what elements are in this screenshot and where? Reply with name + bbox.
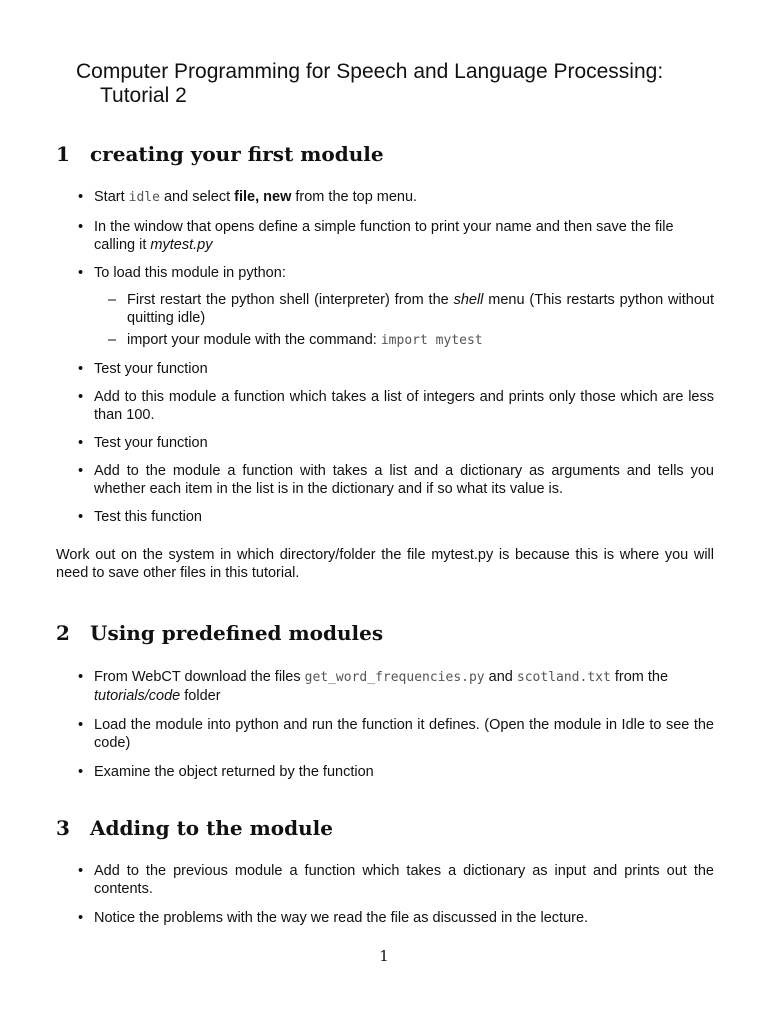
list-item	[94, 388, 714, 424]
section-1-list	[94, 188, 714, 526]
section-title: Using predefined modules	[90, 621, 384, 645]
folder-name: tutorials/code	[94, 688, 181, 704]
item-text: Notice the problems with the way we read the file as discussed in the lecture.	[94, 910, 589, 926]
menu-name: shell	[453, 292, 484, 308]
item-text: folder	[180, 688, 221, 704]
sub-list-item	[127, 331, 714, 350]
item-text: Add to the module a function with takes a list and a dictionary as arguments and tells you whether each item in the list is in the dictionary and if so what its value is.	[94, 463, 714, 497]
list-item	[94, 360, 714, 378]
list-item	[94, 218, 714, 254]
section-number: 1	[56, 142, 70, 166]
item-text: Add to this module a function which takes a list of integers and prints only those which are less than 100.	[94, 389, 714, 423]
sub-list	[127, 291, 714, 350]
section-title: creating your first module	[90, 142, 384, 166]
list-item	[94, 763, 714, 781]
section-1-heading	[56, 141, 384, 167]
section-3-heading	[56, 815, 333, 841]
section-number: 2	[56, 621, 70, 645]
item-text: from the top menu.	[291, 189, 418, 205]
item-text: Load the module into python and run the function it defines. (Open the module in Idle to see the code)	[94, 717, 714, 751]
list-item	[94, 668, 714, 705]
title-line-1: Computer Programming for Speech and Language Processing:	[76, 60, 664, 83]
item-text: Test your function	[94, 361, 208, 377]
list-item	[94, 909, 714, 927]
item-text: Test this function	[94, 509, 202, 525]
title-line-2: Tutorial 2	[100, 84, 187, 107]
section-1-paragraph: Work out on the system in which directory/folder the file mytest.py is because this is where you will need to save other files in this tutorial.	[56, 547, 714, 581]
section-number: 3	[56, 816, 70, 840]
item-text: Test your function	[94, 435, 208, 451]
item-text: From WebCT download the files	[94, 669, 305, 685]
code-filename: scotland.txt	[516, 670, 611, 685]
item-text: Add to the previous module a function which takes a dictionary as input and prints out the contents.	[94, 863, 714, 897]
code-import: import mytest	[380, 333, 483, 348]
code-idle: idle	[128, 190, 160, 205]
list-item	[94, 188, 714, 207]
item-text: To load this module in python:	[94, 265, 286, 281]
list-item	[94, 862, 714, 898]
page-number: 1	[379, 947, 389, 965]
list-item	[94, 462, 714, 498]
filename: mytest.py	[150, 237, 213, 253]
item-text: Examine the object returned by the function	[94, 764, 374, 780]
list-item	[94, 716, 714, 752]
item-text: Start	[94, 189, 129, 205]
item-text: and	[484, 669, 517, 685]
list-item	[94, 434, 714, 452]
section-2-list	[94, 668, 714, 781]
list-item	[94, 264, 714, 350]
item-text: import your module with the command:	[127, 332, 381, 348]
document-title	[76, 60, 736, 108]
section-title: Adding to the module	[90, 816, 333, 840]
sub-list-item	[127, 291, 714, 327]
section-2-heading	[56, 620, 383, 646]
item-text: and select	[159, 189, 235, 205]
item-text: First restart the python shell (interpreter) from the	[127, 292, 454, 308]
item-text: In the window that opens define a simple function to print your name and then save the file calling it	[94, 219, 674, 253]
code-filename: get_word_frequencies.py	[304, 670, 485, 685]
item-text: from the	[610, 669, 669, 685]
menu-label: file, new	[234, 189, 292, 205]
list-item	[94, 508, 714, 526]
section-3-list	[94, 862, 714, 927]
item-text: menu (This restarts python without quitting idle)	[127, 292, 714, 326]
